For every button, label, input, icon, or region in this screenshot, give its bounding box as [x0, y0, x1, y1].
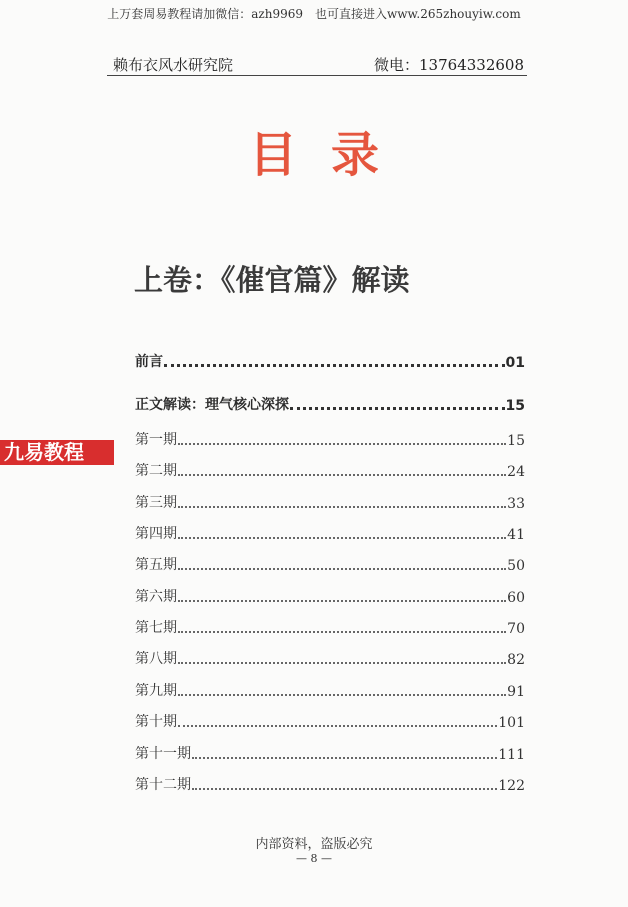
toc-leader-dots	[192, 756, 497, 759]
toc-entry-page: 70	[507, 621, 525, 637]
toc-entry-page: 50	[507, 558, 525, 574]
toc-leader-dots	[178, 567, 506, 570]
header-rule	[107, 75, 527, 76]
footer-note: 内部资料，盗版必究	[255, 837, 373, 852]
toc-leader-dots	[290, 406, 505, 410]
toc-entry-page: 82	[507, 652, 525, 668]
toc-entry-title: 第六期	[135, 589, 177, 605]
watermark-badge: 九易教程	[0, 440, 114, 465]
toc-entry-page: 60	[507, 590, 525, 606]
toc-entry-title: 第七期	[135, 620, 177, 636]
toc-leader-dots	[164, 363, 505, 367]
toc-leader-dots	[192, 787, 497, 790]
toc-entry-page: 24	[507, 464, 525, 480]
toc-row[interactable]	[135, 743, 525, 763]
toc-entry-page: 15	[505, 398, 525, 414]
header-institute: 赖布衣风水研究院	[113, 56, 234, 74]
toc-leader-dots	[178, 473, 506, 476]
toc-entry-page: 33	[507, 496, 525, 512]
toc-row[interactable]	[135, 774, 525, 794]
toc-entry-title: 第八期	[135, 651, 177, 667]
toc-entry-title: 第一期	[135, 432, 177, 448]
toc-row[interactable]	[135, 394, 525, 414]
toc-row[interactable]	[135, 648, 525, 668]
toc-entry-title: 第二期	[135, 463, 177, 479]
header-contact: 微电：13764332608	[374, 56, 524, 74]
toc-entry-title: 第四期	[135, 526, 177, 542]
toc-entry-title: 第十期	[135, 714, 177, 730]
toc-leader-dots	[178, 536, 506, 539]
toc-row[interactable]	[135, 617, 525, 637]
toc-entry-page: 01	[505, 355, 525, 371]
toc-row[interactable]	[135, 586, 525, 606]
page-title: 目录	[248, 127, 413, 183]
toc-leader-dots	[178, 599, 506, 602]
toc-entry-page: 41	[507, 527, 525, 543]
toc-row[interactable]	[135, 351, 525, 371]
toc-row[interactable]	[135, 523, 525, 543]
toc-row[interactable]	[135, 460, 525, 480]
toc-row[interactable]	[135, 680, 525, 700]
section-subtitle: 上卷：《催官篇》解读	[134, 263, 410, 297]
page-number: — 8 —	[296, 852, 332, 865]
toc-entry-page: 122	[498, 778, 525, 794]
toc-entry-page: 111	[498, 747, 525, 763]
top-note: 上万套周易教程请加微信：azh9969 也可直接进入www.265zhouyiw.com	[107, 7, 521, 21]
toc-leader-dots	[178, 661, 506, 664]
toc-row[interactable]	[135, 429, 525, 449]
toc-leader-dots	[178, 505, 506, 508]
toc-entry-title: 第十二期	[135, 777, 191, 793]
toc-entry-page: 91	[507, 684, 525, 700]
toc-leader-dots	[178, 724, 497, 727]
toc-row[interactable]	[135, 554, 525, 574]
toc-leader-dots	[178, 630, 506, 633]
toc-row[interactable]	[135, 492, 525, 512]
toc-entry-title: 第三期	[135, 495, 177, 511]
toc-entry-title: 第五期	[135, 557, 177, 573]
toc-leader-dots	[178, 442, 506, 445]
toc-row[interactable]	[135, 711, 525, 731]
toc-entry-title: 第九期	[135, 683, 177, 699]
toc-entry-page: 15	[507, 433, 525, 449]
toc-entry-page: 101	[498, 715, 525, 731]
toc-entry-title: 正文解读：理气核心深探	[135, 397, 289, 413]
toc-entry-title: 第十一期	[135, 746, 191, 762]
toc-leader-dots	[178, 693, 506, 696]
toc-entry-title: 前言	[135, 354, 163, 370]
